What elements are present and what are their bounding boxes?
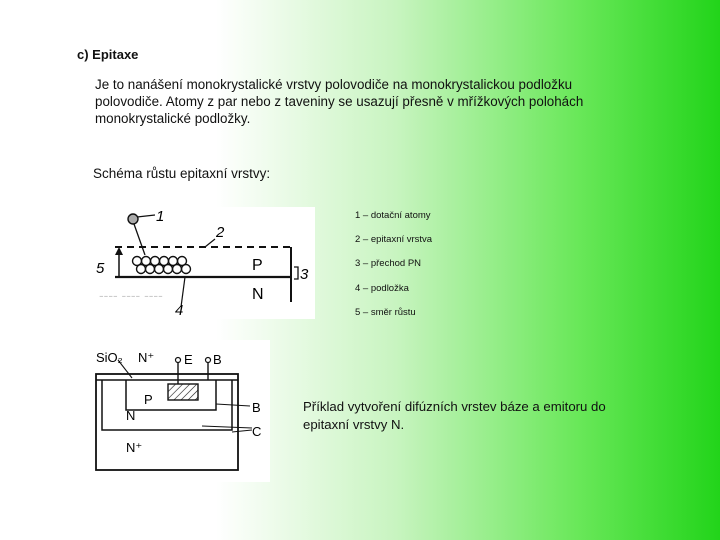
- label-4: 4: [175, 302, 184, 319]
- n-plus-bottom-label: N⁺: [126, 440, 143, 455]
- c-leader-2: [232, 430, 252, 432]
- label-2: 2: [216, 224, 225, 241]
- n-region-label: N: [252, 286, 264, 303]
- legend-item: 3 – přechod PN: [355, 258, 422, 270]
- legend-item: 5 – směr růstu: [355, 306, 416, 318]
- legend-item: 4 – podložka: [355, 282, 409, 294]
- free-dopant-atom: [128, 214, 138, 224]
- c-leader-1: [202, 426, 252, 428]
- atom-pointer: [134, 224, 145, 255]
- base-terminal: [206, 358, 211, 363]
- c-label: C: [252, 424, 262, 439]
- intro-paragraph: Je to nanášení monokrystalické vrstvy polovodiče na monokrystalickou podložku polovodiče. Atomy z par nebo z taveniny se usazují přesně v mřížkových polohách monokrystalické podložky.: [95, 77, 584, 126]
- n-plus-top-label: N⁺: [138, 350, 155, 365]
- diagram-legend: [355, 204, 432, 325]
- schema-heading: Schéma růstu epitaxní vrstvy:: [93, 166, 271, 181]
- label-2-leader: [205, 239, 215, 247]
- legend-item: 2 – epitaxní vrstva: [355, 234, 433, 246]
- growth-arrow-head: [115, 247, 123, 255]
- dopant-atoms: [133, 257, 191, 274]
- p-label: P: [144, 392, 153, 407]
- epitaxy-growth-diagram: [93, 207, 315, 319]
- sio2-label: SiO₂: [96, 350, 123, 365]
- example-caption: Příklad vytvoření difúzních vrstev báze a emitoru do epitaxní vrstvy N.: [303, 399, 606, 432]
- b-leader: [216, 404, 250, 406]
- isolation-boundary: [102, 380, 232, 430]
- legend-item: 1 – dotační atomy: [355, 210, 431, 221]
- b-label: B: [252, 400, 261, 415]
- label-5: 5: [96, 260, 105, 277]
- transistor-cross-section: [92, 340, 270, 482]
- emitter-terminal: [176, 358, 181, 363]
- p-region-label: P: [252, 257, 263, 274]
- label-1-leader: [137, 215, 155, 217]
- emitter-label: E: [184, 352, 193, 367]
- label-3: 3: [300, 266, 309, 283]
- label-1: 1: [156, 208, 165, 225]
- emitter-region: [168, 384, 198, 400]
- base-top-label: B: [213, 352, 222, 367]
- n-label: N: [126, 408, 136, 423]
- section-title: c) Epitaxe: [77, 47, 139, 62]
- junction-bracket: [294, 267, 298, 279]
- scan-noise: ---- ---- ----: [99, 287, 163, 303]
